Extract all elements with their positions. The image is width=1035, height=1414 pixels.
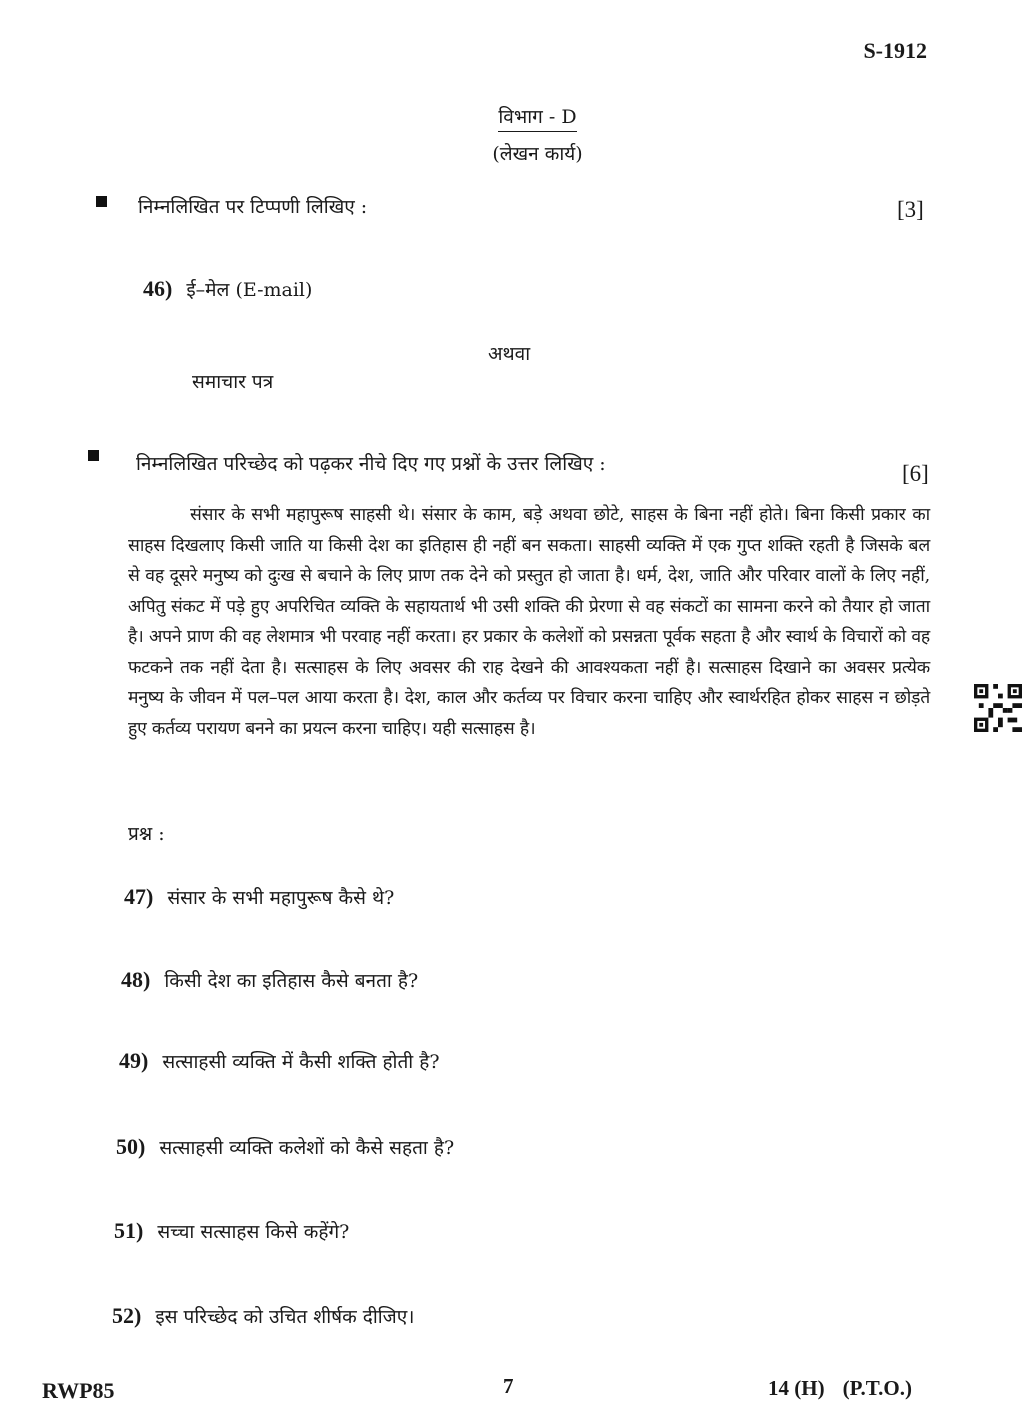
comprehension-passage: संसार के सभी महापुरूष साहसी थे। संसार के काम, बड़े अथवा छोटे, साहस के बिना नहीं होते। बिना किसी प्रकार का साहस दिखलाए किसी जाति या किसी देश का इतिहास ही नहीं बन सकता। साहसी व्यक्ति में एक गुप्त शक्ति रहती है जिसके बल से वह दूसरे मनुष्य को दुःख से बचाने के लिए प्राण तक देने को प्रस्तुत हो जाता है। धर्म, देश, जाति और परिवार वालों के लिए नहीं, अपितु संकट में पड़े हुए अपरिचित व्यक्ति के सहायतार्थ भी उसी शक्ति की प्रेरणा से वह संकटों का सामना करने को तैयार हो जाता है। अपने प्राण की वह लेशमात्र भी परवाह नहीं करता। हर प्रकार के कलेशों को प्रसन्नता पूर्वक सहता है और स्वार्थ के विचारों को वह फटकने तक नहीं देता है। सत्साहस के लिए अवसर की राह देखने की आवश्यकता नहीं है। सत्साहस दिखाने का अवसर प्रत्येक मनुष्य के जीवन में पल–पल आया करता है। देश, काल और कर्तव्य पर विचार करना चाहिए और स्वार्थरहित होकर साहस न छोड़ते हुए कर्तव्य परायण बनने का प्रयत्न करना चाहिए। यही सत्साहस है। xyxy=(128,505,930,739)
questions-label: प्रश्न : xyxy=(128,823,165,845)
question-text: ई–मेल (E-mail) xyxy=(186,279,313,301)
question-text: सत्साहसी व्यक्ति में कैसी शक्ति होती है? xyxy=(162,1051,440,1073)
qr-code-icon xyxy=(973,684,1023,732)
task1-marks: [3] xyxy=(897,197,924,222)
question-47 xyxy=(124,884,394,910)
section-title: विभाग - D xyxy=(498,103,576,132)
question-number: 48) xyxy=(121,967,151,992)
question-46 xyxy=(143,276,312,302)
question-51 xyxy=(114,1218,349,1244)
question-number: 50) xyxy=(116,1134,146,1159)
section-subtitle: (लेखन कार्य) xyxy=(492,143,583,165)
paper-code: S-1912 xyxy=(863,38,927,63)
task1-instruction: निम्नलिखित पर टिप्पणी लिखिए : xyxy=(138,196,368,218)
question-text: इस परिच्छेद को उचित शीर्षक दीजिए। xyxy=(155,1306,415,1328)
question-49 xyxy=(119,1048,440,1074)
page-number: 7 xyxy=(503,1374,514,1398)
task2-marks: [6] xyxy=(902,461,929,486)
question-number: 47) xyxy=(124,884,154,909)
question-50 xyxy=(116,1134,454,1160)
footer-right xyxy=(768,1376,912,1401)
question-number: 46) xyxy=(143,276,173,301)
question-52 xyxy=(112,1303,414,1329)
task2-instruction: निम्नलिखित परिच्छेद को पढ़कर नीचे दिए गए प्रश्नों के उत्तर लिखिए : xyxy=(136,453,606,475)
or-label: अथवा xyxy=(488,343,531,365)
footer-paper-code: RWP85 xyxy=(42,1378,115,1403)
bullet-icon xyxy=(96,196,107,207)
question-text: किसी देश का इतिहास कैसे बनता है? xyxy=(164,970,419,992)
question-number: 51) xyxy=(114,1218,144,1243)
question-number: 52) xyxy=(112,1303,142,1328)
question-text: सत्साहसी व्यक्ति कलेशों को कैसे सहता है? xyxy=(159,1137,455,1159)
bullet-icon xyxy=(88,450,99,461)
question-text: सच्चा सत्साहस किसे कहेंगे? xyxy=(157,1221,350,1243)
footer-series-code: 14 (H) xyxy=(768,1376,825,1400)
question-text: संसार के सभी महापुरूष कैसे थे? xyxy=(167,887,395,909)
pto-label: (P.T.O.) xyxy=(842,1376,912,1400)
section-heading xyxy=(0,103,1035,166)
task1-alternative: समाचार पत्र xyxy=(192,371,274,393)
question-number: 49) xyxy=(119,1048,149,1073)
question-48 xyxy=(121,967,418,993)
